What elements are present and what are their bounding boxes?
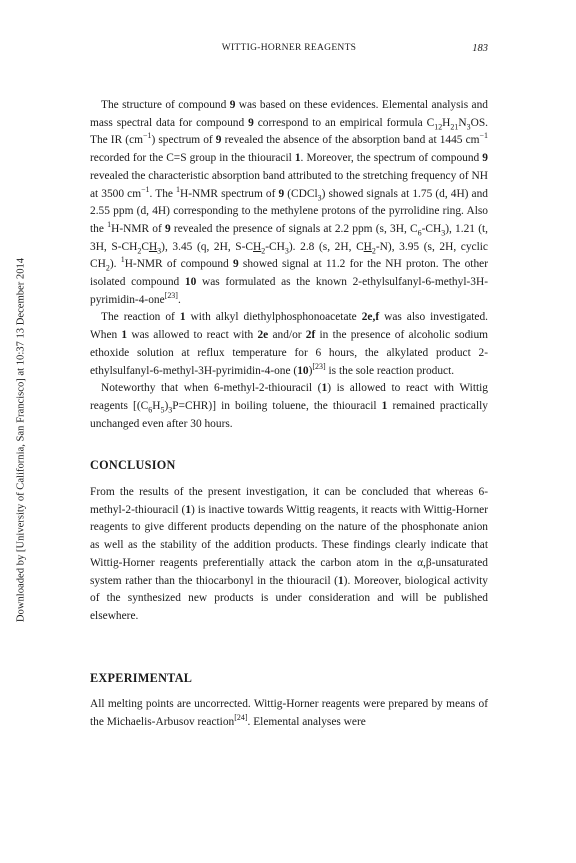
experimental-heading: EXPERIMENTAL — [90, 670, 193, 685]
page-header — [90, 43, 488, 59]
running-title: WITTIG-HORNER REAGENTS — [221, 43, 357, 53]
page-number: 183 — [472, 43, 488, 54]
paragraph-conclusion: From the results of the present investigation, it can be concluded that whereas 6-methyl-2-thiouracil (1) is inactive towards Wittig reagents, it reacts with Wittig-Horner reagents to give different products depending on the nature of the phosphonate anion as well as the stability of the addition products. These findings clearly indicate that Wittig-Horner reagents preferentially attack the carbon atom in the α,β-unsaturated system rather than the thiocarbonyl in the thiouracil (1). Moreover, biological activity of the synthesized new products is under consideration and will be published elsewhere. — [90, 486, 488, 622]
download-watermark-text: Downloaded by [University of California, San Francisco] at 10:37 13 December 2014 — [15, 257, 27, 623]
paragraph-compound-9-structure: The structure of compound 9 was based on these evidences. Elemental analysis and mass spectral data for compound 9 correspond to an empirical formula $C_{12}H_{21}N_3OS$. The IR $(cm^{-1})$ spectrum of 9 revealed the absence of the absorption band at 1445 $cm^{-1}$ recorded for the C=S group in the thiouracil 1. Moreover, the spectrum of compound 9 revealed the characteristic absorption band attributed to the stretching frequency of NH at 3500 $cm^{-1}$. The $^1$H-NMR spectrum of 9 (CDCl$_3$) showed signals at 1.75 (d, 4H) and 2.55 ppm (d, 4H) corresponding to the methylene protons of the pyrrolidine ring. Also the $^1$H-NMR of 9 revealed the presence of signals at 2.2 ppm (s, 3H, $C_6-CH_3$), 1.21 (t, 3H, $S-CH_2CH_3$), 3.45 (q, 2H, $S-CH_2-CH_3$). 2.8 (s, 2H, $CH_2-N$), 3.95 (s, 2H, cyclic $CH_2$). $^1$H-NMR of compound 9 showed signal at 11.2 for the NH proton. The other isolated compound 10 was formulated as the known 2-ethylsulfanyl-6-methyl-3H-pyrimidin-4-one[23]. — [90, 99, 489, 306]
paragraph-phosphonoacetate-reaction: The reaction of 1 with alkyl diethylphosphonoacetate 2e,f was also investigated. When 1 was allowed to react with 2e and/or 2f in the presence of alcoholic sodium ethoxide solution at reflux temperature for 6 hours, the alkylated product 2-ethylsulfanyl-6-methyl-3H-pyrimidin-4-one (10)[23] is the sole reaction product. — [90, 311, 489, 377]
paragraph-wittig-reagents: Noteworthy that when 6-methyl-2-thiouracil (1) is allowed to react with Wittig reagents $[(C_6H_5)_3P=CHR)$] in boiling toluene, the thiouracil 1 remained practically unchanged even after 30 hours. — [90, 382, 489, 430]
paragraph-experimental: All melting points are uncorrected. Wittig-Horner reagents were prepared by means of the Michaelis-Arbusov reaction[24]. Elemental analyses were — [90, 698, 488, 729]
conclusion-heading: CONCLUSION — [90, 458, 176, 473]
download-watermark — [14, 195, 28, 685]
article-body — [90, 97, 488, 732]
